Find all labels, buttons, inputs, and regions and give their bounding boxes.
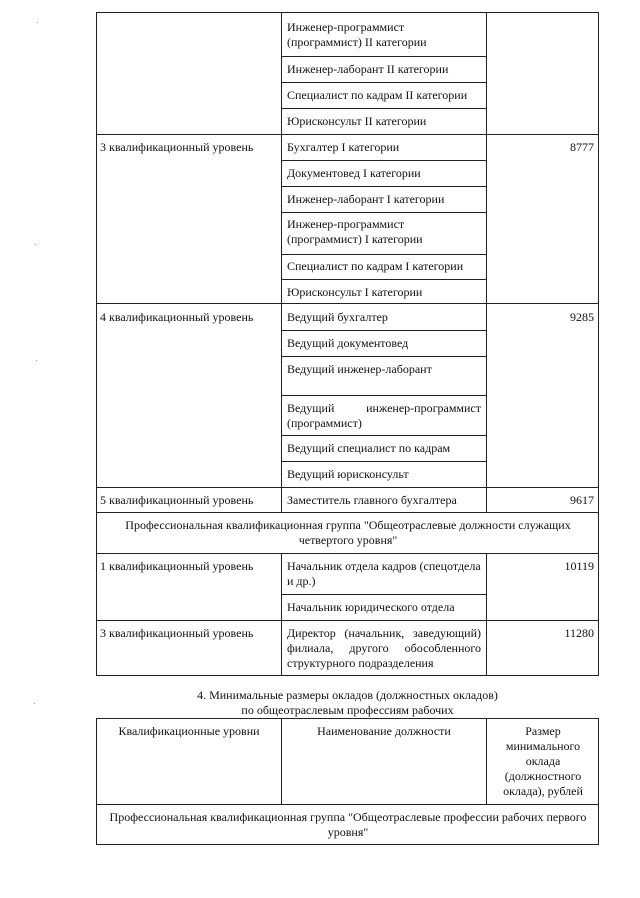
group-header: Профессиональная квалификационная группа "Общеотраслевые должности служащих четвертого уровня" [125, 518, 571, 547]
qualification-level-cell: 4 квалификационный уровень [100, 310, 254, 324]
position-cell: Ведущий инженер-лаборант [287, 362, 432, 376]
position-cell: Юрисконсульт II категории [287, 114, 427, 128]
salary-cell: 9285 [570, 310, 594, 324]
salary-cell: 9617 [570, 493, 594, 507]
salary-cell: 11280 [564, 626, 594, 640]
position-cell: Инженер-программист (программист) I категории [287, 217, 423, 246]
column-header: Размер минимального оклада (должностного оклада), рублей [503, 724, 583, 798]
column-header: Квалификационные уровни [118, 724, 260, 738]
position-cell: Бухгалтер I категории [287, 140, 400, 154]
qualification-level-cell: 1 квалификационный уровень [100, 559, 254, 573]
qualification-level-cell: 5 квалификационный уровень [100, 493, 254, 507]
position-cell: Документовед I категории [287, 166, 421, 180]
position-cell: Ведущий документовед [287, 336, 409, 350]
position-cell: Ведущий инженер-программист (программист) [287, 401, 481, 430]
salary-cell: 10119 [564, 559, 594, 573]
position-cell: Специалист по кадрам I категории [287, 259, 464, 273]
position-cell: Директор (начальник, заведующий) филиала, другого обособленного структурного подразделения [287, 626, 481, 670]
section-subtitle: по общеотраслевым профессиям рабочих [241, 703, 454, 717]
position-cell: Заместитель главного бухгалтера [287, 493, 457, 507]
position-cell: Начальник юридического отдела [287, 600, 455, 614]
column-header: Наименование должности [317, 724, 451, 738]
salary-cell: 8777 [570, 140, 594, 154]
position-cell: Ведущий бухгалтер [287, 310, 388, 324]
position-cell: Ведущий юрисконсульт [287, 467, 409, 481]
position-cell: Юрисконсульт I категории [287, 285, 423, 299]
position-cell: Начальник отдела кадров (спецотдела и др.) [287, 559, 481, 588]
qualification-level-cell: 3 квалификационный уровень [100, 626, 254, 640]
section-title: 4. Минимальные размеры окладов (должностных окладов) [197, 688, 498, 702]
position-cell: Инженер-лаборант II категории [287, 62, 449, 76]
position-cell: Инженер-программист (программист) II категории [287, 20, 427, 49]
position-cell: Инженер-лаборант I категории [287, 192, 445, 206]
qualification-level-cell: 3 квалификационный уровень [100, 140, 254, 154]
position-cell: Ведущий специалист по кадрам [287, 441, 451, 455]
group-header: Профессиональная квалификационная группа "Общеотраслевые профессии рабочих первого уровня" [109, 810, 587, 839]
position-cell: Специалист по кадрам II категории [287, 88, 468, 102]
